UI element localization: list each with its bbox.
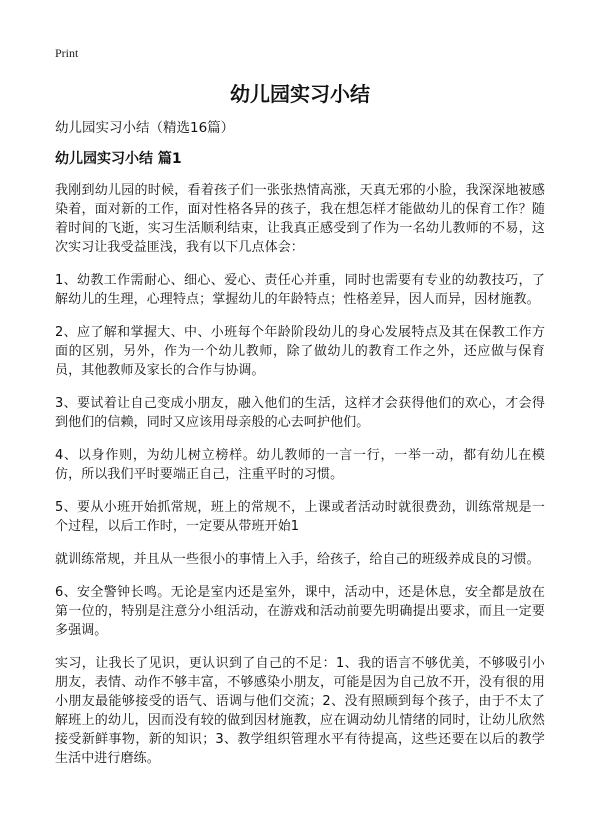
paragraph-point-4: 4、以身作则，为幼儿树立榜样。幼儿教师的一言一行，一举一动，都有幼儿在模仿，所以我们平时要端正自己，注重平时的习惯。 xyxy=(55,448,545,482)
section-heading: 幼儿园实习小结 篇1 xyxy=(55,151,182,167)
paragraph-point-5: 5、要从小班开始抓常规，班上的常规不，上课或者活动时就很费劲，训练常规是一个过程，以后工作时，一定要从带班开始1 xyxy=(55,500,545,534)
paragraph-point-1: 1、幼教工作需耐心、细心、爱心、责任心并重，同时也需要有专业的幼教技巧，了解幼儿的生理，心理特点；掌握幼儿的年龄特点；性格差异，因人而异，因材施教。 xyxy=(55,273,545,307)
paragraph-point-2: 2、应了解和掌握大、中、小班每个年龄阶段幼儿的身心发展特点及其在保教工作方面的区别，另外，作为一个幼儿教师，除了做幼儿的教育工作之外，还应做与保育员，其他教师及家长的合作与协调。 xyxy=(55,325,545,378)
paragraph-point-3: 3、要试着让自己变成小朋友，融入他们的生活，这样才会获得他们的欢心，才会得到他们的信赖，同时又应该用母亲般的心去呵护他们。 xyxy=(55,396,545,430)
document-body xyxy=(55,181,545,782)
paragraph-intro: 我刚到幼儿园的时候，看着孩子们一张张热情高涨，天真无邪的小脸，我深深地被感染着，面对新的工作，面对性格各异的孩子，我在想怎样才能做幼儿的保育工作？随着时间的飞逝，实习生活顺利结束，让我真正感受到了作为一名幼儿教师的不易，这次实习让我受益匪浅，我有以下几点体会： xyxy=(55,183,545,255)
paragraph-reflection: 实习，让我长了见识，更认识到了自己的不足：1、我的语言不够优美，不够吸引小朋友，表情、动作不够丰富，不够感染小朋友，可能是因为自己放不开，没有很的用小朋友最能够接受的语气、语调与他们交流；2、没有照顾到每个孩子，由于不太了解班上的幼儿，因而没有较的做到因材施教，应在调动幼儿情绪的同时，让幼儿欣然接受新鲜事物，新的知识；3、教学组织管理水平有待提高，这些还要在以后的教学生活中进行磨练。 xyxy=(55,656,545,766)
document-subtitle: 幼儿园实习小结（精选16篇） xyxy=(55,120,235,136)
document-title: 幼儿园实习小结 xyxy=(230,82,370,106)
paragraph-point-6: 6、安全警钟长鸣。无论是室内还是室外，课中，活动中，还是休息，安全都是放在第一位的，特别是注意分小组活动，在游戏和活动前要先明确提出要求，而且一定要多强调。 xyxy=(55,585,545,638)
print-link[interactable]: Print xyxy=(55,46,79,60)
paragraph-point-5-continued: 就训练常规，并且从一些很小的事情上入手，给孩子，给自己的班级养成良的习惯。 xyxy=(55,552,540,567)
